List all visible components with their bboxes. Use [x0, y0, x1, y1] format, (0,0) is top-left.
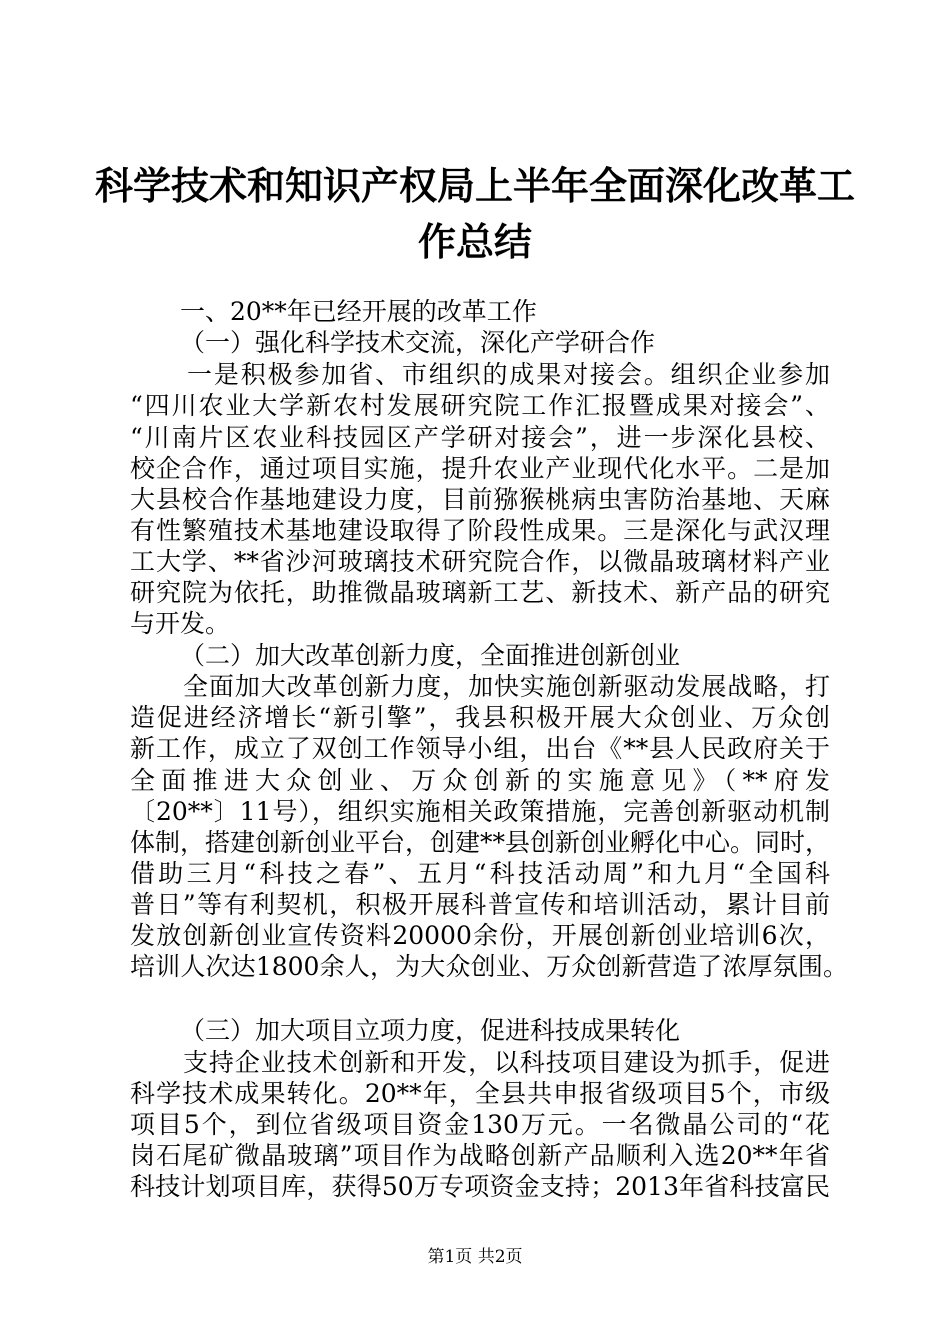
- paragraph-line: 有性繁殖技术基地建设取得了阶段性成果。三是深化与武汉理: [130, 516, 830, 545]
- paragraph-line: 普日”等有利契机，积极开展科普宣传和培训活动，累计目前: [130, 890, 830, 919]
- paragraph-line: 工大学、**省沙河玻璃技术研究院合作，以微晶玻璃材料产业: [130, 547, 830, 576]
- subsection-heading: （二）加大改革创新力度，全面推进创新创业: [180, 641, 681, 670]
- paragraph-line: 与开发。: [130, 609, 231, 638]
- document-title-line-2: 作总结: [417, 220, 532, 264]
- paragraph-line: 科学技术成果转化。20**年，全县共申报省级项目5个，市级: [130, 1079, 830, 1108]
- paragraph-line: 一是积极参加省、市组织的成果对接会。组织企业参加: [187, 360, 830, 389]
- subsection-heading: （三）加大项目立项力度，促进科技成果转化: [180, 1016, 681, 1045]
- paragraph-line: 培训人次达1800余人，为大众创业、万众创新营造了浓厚氛围。: [130, 952, 848, 981]
- paragraph-line: 造促进经济增长“新引擎”，我县积极开展大众创业、万众创: [130, 703, 830, 732]
- subsection-heading: （一）强化科学技术交流，深化产学研合作: [180, 328, 656, 357]
- paragraph-line: 新工作，成立了双创工作领导小组，出台《**县人民政府关于: [130, 734, 830, 763]
- section-heading: 一、20**年已经开展的改革工作: [180, 297, 537, 326]
- paragraph-line: “川南片区农业科技园区产学研对接会”，进一步深化县校、: [130, 423, 830, 452]
- paragraph-line: 〔20**〕11号），组织实施相关政策措施，完善创新驱动机制: [130, 797, 830, 826]
- paragraph-line: 大县校合作基地建设力度，目前猕猴桃病虫害防治基地、天麻: [130, 485, 830, 514]
- paragraph-line: 全面推进大众创业、万众创新的实施意见》（**府发: [130, 766, 830, 795]
- page-footer: 第1页 共2页: [427, 1247, 523, 1267]
- paragraph-line: 体制，搭建创新创业平台，创建**县创新创业孵化中心。同时，: [130, 828, 831, 857]
- paragraph-line: 发放创新创业宣传资料20000余份，开展创新创业培训6次，: [130, 921, 830, 950]
- paragraph-line: 全面加大改革创新力度，加快实施创新驱动发展战略，打: [183, 672, 830, 701]
- paragraph-line: 支持企业技术创新和开发，以科技项目建设为抓手，促进: [183, 1048, 830, 1077]
- paragraph-line: “四川农业大学新农村发展研究院工作汇报暨成果对接会”、: [130, 391, 830, 420]
- paragraph-line: 借助三月“科技之春”、五月“科技活动周”和九月“全国科: [130, 859, 830, 888]
- paragraph-line: 项目5个，到位省级项目资金130万元。一名微晶公司的“花: [130, 1110, 830, 1139]
- paragraph-line: 研究院为依托，助推微晶玻璃新工艺、新技术、新产品的研究: [130, 578, 830, 607]
- paragraph-line: 校企合作，通过项目实施，提升农业产业现代化水平。二是加: [130, 454, 830, 483]
- paragraph-line: 岗石尾矿微晶玻璃”项目作为战略创新产品顺利入选20**年省: [130, 1141, 830, 1170]
- paragraph-line: 科技计划项目库，获得50万专项资金支持；2013年省科技富民: [130, 1172, 830, 1201]
- document-title-line-1: 科学技术和知识产权局上半年全面深化改革工: [94, 164, 855, 208]
